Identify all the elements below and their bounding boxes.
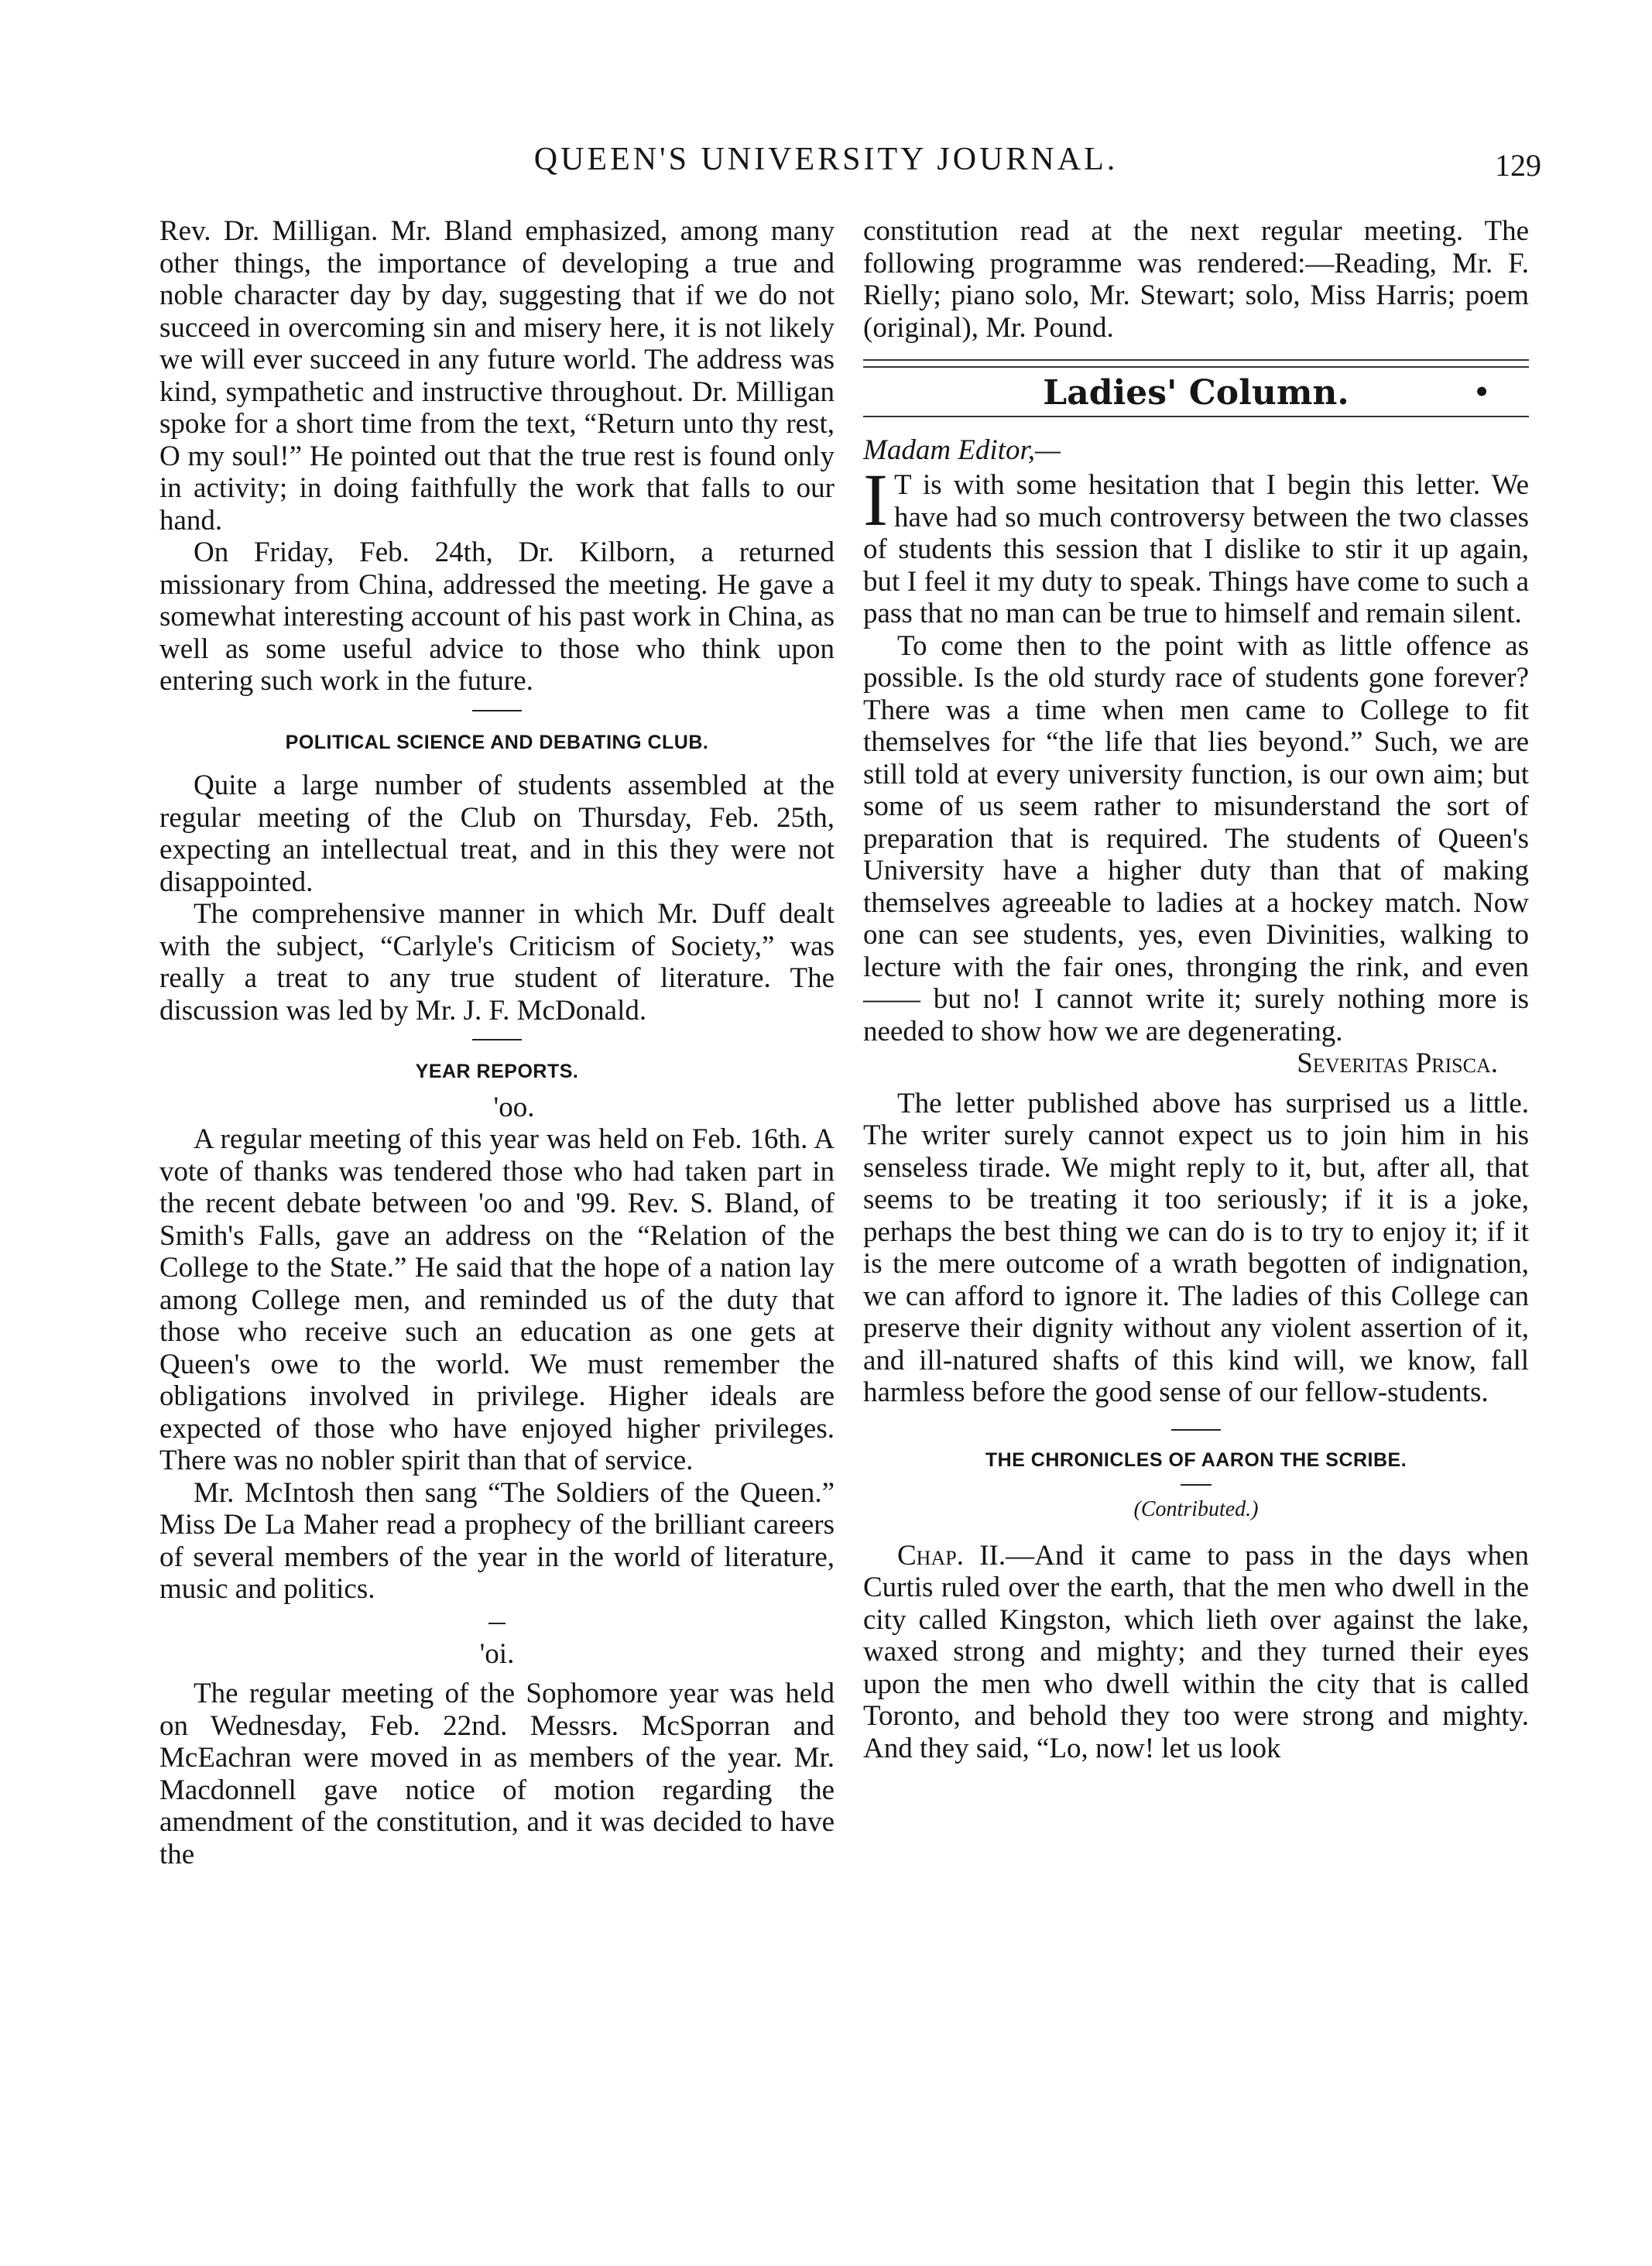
letter-paragraph [863,458,1529,630]
title-dot: • [1473,377,1490,408]
section-heading: THE CHRONICLES OF AARON THE SCRIBE. [985,1448,1407,1471]
section-rule [472,1039,522,1040]
paragraph: Mr. McIntosh then sang “The Soldiers of the Queen.” Miss De La Maher read a prophecy of the brilliant careers of several members of the year in the world of literature, music and politics. [159,1476,835,1605]
paragraph: To come then to the point with as little offence as possible. Is the old sturdy race of students gone forever? There was a time when men came to College to fit themselves for “the life that lies beyond.” Such, we are still told at every university function, is our own aim; but some of us seem rather to misunderstand the sort of preparation that is required. The students of Queen's University have a higher duty than that of making themselves agreeable to ladies at a hockey match. Now one can see students, yes, even Divinities, walking to lecture with the fair ones, thronging the rink, and even—— but no! I cannot write it; surely nothing more is needed to show how we are degenerating. [863,629,1529,1047]
chapter-label: Chap. II. [897,1539,1006,1572]
letter-text: T is with some hesitation that I begin this letter. We have had so much controversy between the two classes of students this session that I dislike to stir it up again, but I feel it my duty to speak. Things have come to such a pass that no man can be true to himself and remain silent. [863,469,1529,629]
year-label: 'oo. [493,1091,535,1123]
right-column [863,215,1529,1764]
chapter-paragraph [863,1540,1529,1765]
chapter-text: —And it came to pass in the days when Curtis ruled over the earth, that the men who dwell in the city called Kingston, which lieth over against the lake, waxed strong and mighty; and they turned their eyes upon the men who dwell within the city that is called Toronto, and behold they too were strong and mighty. And they said, “Lo, now! let us look [863,1539,1529,1764]
paragraph: On Friday, Feb. 24th, Dr. Kilborn, a returned missionary from China, addressed the meeting. He gave a somewhat interesting account of his past work in China, as well as some useful advice to those who think upon entering such work in the future. [159,537,835,697]
left-column [159,215,835,1870]
section-rule [472,710,522,711]
paragraph: The letter published above has surprised us a little. The writer surely cannot expect us to join him in his senseless tirade. We might reply to it, but, after all, that seems to be treating it too seriously; if it is a joke, perhaps the best thing we can do is to try to enjoy it; if it is the mere outcome of a wrath begotten of indignation, we can afford to ignore it. The ladies of this College can preserve their dignity without any violent assertion of it, and ill-natured shafts of this kind will, we know, fall harmless before the good sense of our fellow-students. [863,1087,1529,1408]
paragraph: Quite a large number of students assembled at the regular meeting of the Club on Thursday, Feb. 25th, expecting an intellectual treat, and in this they were not disappointed. [159,770,835,898]
double-rule [863,359,1529,368]
column-title-text: Ladies' Column. [1043,373,1349,413]
paragraph: constitution read at the next regular meeting. The following programme was rendered:—Reading, Mr. F. Rielly; piano solo, Mr. Stewart; solo, Miss Harris; poem (original), Mr. Pound. [863,215,1529,344]
paragraph: Rev. Dr. Milligan. Mr. Bland emphasized, among many other things, the importance of developing a true and noble character day by day, suggesting that if we do not succeed in overcoming sin and misery here, it is not likely we will ever succeed in any future world. The address was kind, sympathetic and instructive throughout. Dr. Milligan spoke for a short time from the text, “Return unto thy rest, O my soul!” He pointed out that the true rest is found only in activity; in doing faithfully the work that falls to our hand. [159,215,835,537]
section-heading: YEAR REPORTS. [415,1061,579,1082]
section-rule [488,1623,506,1624]
section-heading: POLITICAL SCIENCE AND DEBATING CLUB. [285,731,709,753]
column-title [863,373,1529,413]
drop-cap: I [863,458,888,541]
paragraph: The comprehensive manner in which Mr. Duff dealt with the subject, “Carlyle's Criticism of Society,” was really a treat to any true student of literature. The discussion was led by Mr. J. F. McDonald. [159,898,835,1027]
running-head: QUEEN'S UNIVERSITY JOURNAL. [533,142,1119,177]
salutation: Madam Editor,— [863,434,1061,466]
page-number: 129 [1495,148,1541,183]
paragraph: A regular meeting of this year was held on Feb. 16th. A vote of thanks was tendered those who had taken part in the recent debate between 'oo and '99. Rev. S. Bland, of Smith's Falls, gave an address on the “Relation of the College to the State.” He said that the hope of a nation lay among College men, and reminded us of the duty that those who receive such an education as one gets at Queen's owe to the world. We must remember the obligations involved in privilege. Higher ideals are expected of those who have enjoyed higher privileges. There was no nobler spirit than that of service. [159,1123,835,1476]
paragraph: The regular meeting of the Sophomore year was held on Wednesday, Feb. 22nd. Messrs. McSporran and McEachran were moved in as members of the year. Mr. Macdonnell gave notice of motion regarding the amendment of the constitution, and it was decided to have the [159,1678,835,1870]
title-rule [863,416,1529,417]
year-label: 'oi. [479,1637,515,1670]
signature: Severitas Prisca. [1297,1047,1498,1079]
section-rule [1181,1484,1212,1486]
section-rule [1171,1429,1221,1431]
contributed-note: (Contributed.) [1133,1497,1259,1521]
